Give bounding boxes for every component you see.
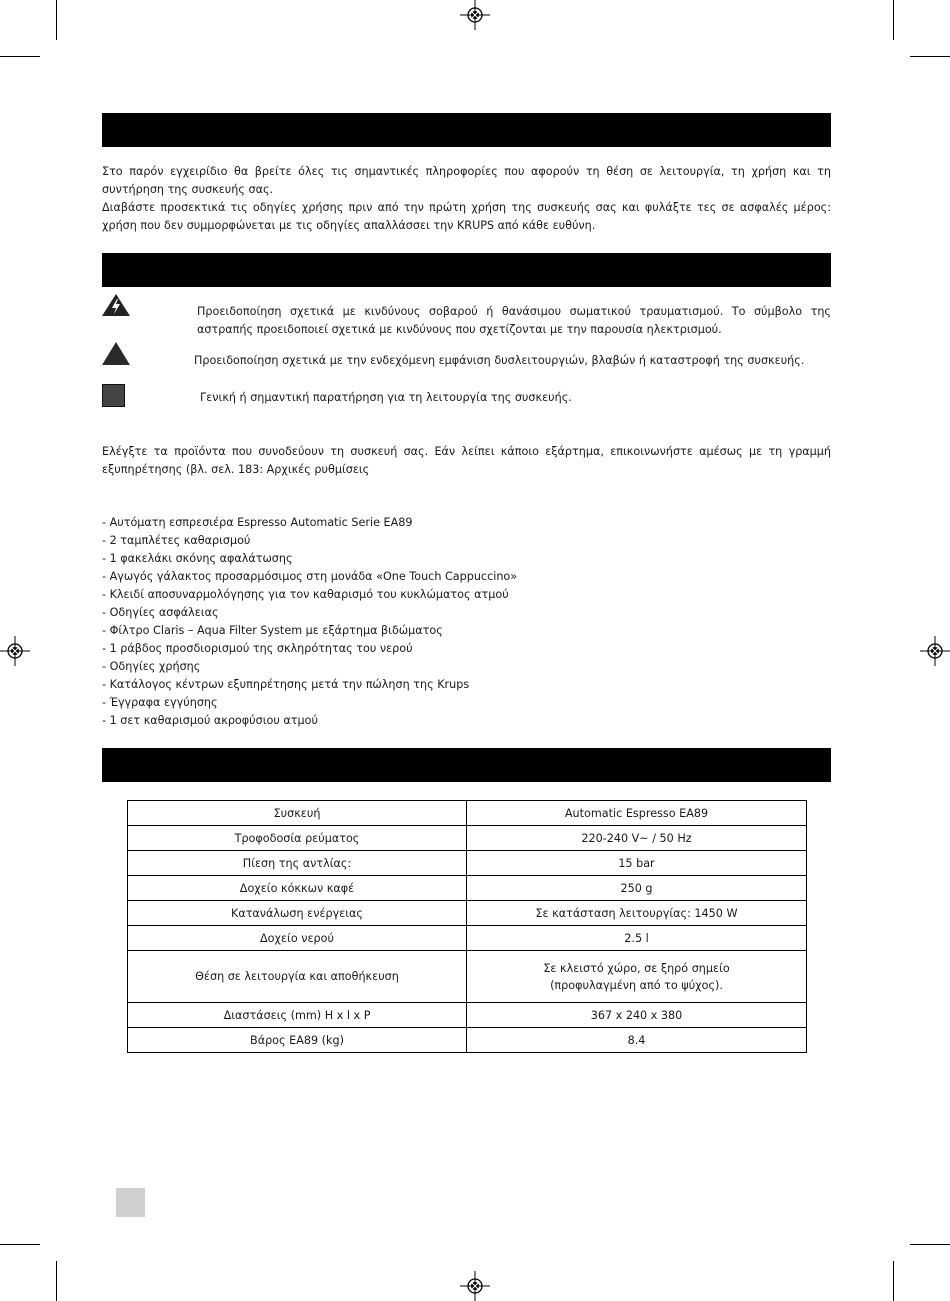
registration-mark-icon — [0, 636, 30, 666]
spec-value-line: (προφυλαγμένη από το ψύχος). — [550, 978, 723, 992]
list-item: - Κλειδί αποσυναρμολόγησης για τον καθαρισμό του κυκλώματος ατμού — [102, 588, 509, 601]
spec-value-line: Σε κλειστό χώρο, σε ξηρό σημείο — [543, 961, 730, 975]
spec-value — [467, 951, 807, 1003]
table-row — [128, 851, 807, 876]
spec-value: Automatic Espresso EA89 — [467, 801, 807, 826]
crop-mark — [0, 1244, 40, 1245]
warning-triangle-icon — [101, 341, 131, 366]
spec-value: 250 g — [467, 876, 807, 901]
spec-value: 367 x 240 x 380 — [467, 1003, 807, 1028]
list-item: - Οδηγίες ασφάλειας — [102, 606, 219, 619]
symbol-description: Προειδοποίηση σχετικά με κινδύνους σοβαρού ή θανάσιμου σωματικού τραυματισμού. Το σύμβολο της αστραπής προειδοποιεί σχετικά με κινδύνους που σχετίζονται με την παρουσία ηλεκτρισμού. — [197, 305, 831, 336]
table-row — [128, 951, 807, 1003]
table-row — [128, 876, 807, 901]
spec-value: 8.4 — [467, 1028, 807, 1053]
spec-label: Κατανάλωση ενέργειας — [128, 901, 467, 926]
spec-label: Δοχείο κόκκων καφέ — [128, 876, 467, 901]
table-row — [128, 1028, 807, 1053]
spec-label: Βάρος EA89 (kg) — [128, 1028, 467, 1053]
registration-mark-icon — [460, 1271, 490, 1301]
section-header-bar — [102, 253, 831, 287]
list-item: - 1 φακελάκι σκόνης αφαλάτωσης — [102, 552, 293, 565]
crop-mark — [56, 1261, 57, 1301]
crop-mark — [893, 0, 894, 40]
section-header-bar — [102, 113, 831, 147]
list-item: - Έγγραφα εγγύησης — [102, 696, 218, 709]
list-item: - Οδηγίες χρήσης — [102, 660, 201, 673]
spec-label: Πίεση της αντλίας: — [128, 851, 467, 876]
table-row — [128, 901, 807, 926]
crop-mark — [893, 1261, 894, 1301]
spec-label: Θέση σε λειτουργία και αποθήκευση — [128, 951, 467, 1003]
page-number-box — [116, 1188, 145, 1217]
list-item: - 2 ταμπλέτες καθαρισμού — [102, 534, 251, 547]
intro-paragraph: Στο παρόν εγχειρίδιο θα βρείτε όλες τις σημαντικές πληροφορίες που αφορούν τη θέση σε λειτουργία, τη χρήση και τη συντήρηση της συσκευής σας. — [102, 165, 831, 196]
contents-intro: Ελέγξτε τα προϊόντα που συνοδεύουν τη συσκευή σας. Εάν λείπει κάποιο εξάρτημα, επικοινωνήστε αμέσως με τη γραμμή εξυπηρέτησης (βλ. σελ. 183: Αρχικές ρυθμίσεις — [102, 445, 831, 476]
crop-mark — [910, 1244, 950, 1245]
intro-text — [102, 163, 831, 235]
section-header-bar — [102, 748, 831, 782]
crop-mark — [0, 56, 40, 57]
spec-label: Διαστάσεις (mm) H x l x P — [128, 1003, 467, 1028]
crop-mark — [910, 56, 950, 57]
lightning-warning-icon — [101, 293, 131, 317]
spec-value: Σε κατάσταση λειτουργίας: 1450 W — [467, 901, 807, 926]
intro-paragraph: Διαβάστε προσεκτικά τις οδηγίες χρήσης πριν από την πρώτη χρήση της συσκευής σας και φυλάξτε τες σε ασφαλές μέρος: χρήση που δεν συμμορφώνεται με τις οδηγίες απαλλάσσει την KRUPS από κάθε ευθύνη. — [102, 201, 831, 232]
table-row — [128, 826, 807, 851]
list-item: - 1 σετ καθαρισμού ακροφύσιου ατμού — [102, 714, 318, 727]
spec-value: 2.5 l — [467, 926, 807, 951]
list-item: - Φίλτρο Claris – Aqua Filter System με εξάρτημα βιδώματος — [102, 624, 443, 637]
registration-mark-icon — [460, 0, 490, 30]
spec-value: 15 bar — [467, 851, 807, 876]
table-row — [128, 1003, 807, 1028]
spec-value: 220-240 V~ / 50 Hz — [467, 826, 807, 851]
symbol-description: Γενική ή σημαντική παρατήρηση για τη λειτουργία της συσκευής. — [200, 391, 572, 404]
list-item: - Αγωγός γάλακτος προσαρμόσιμος στη μονάδα «One Touch Cappuccino» — [102, 570, 518, 583]
square-note-icon — [102, 384, 125, 407]
list-item: - Κατάλογος κέντρων εξυπηρέτησης μετά την πώληση της Krups — [102, 678, 470, 691]
spec-label: Τροφοδοσία ρεύματος — [128, 826, 467, 851]
spec-label: Δοχείο νερού — [128, 926, 467, 951]
contents-list — [102, 514, 831, 730]
registration-mark-icon — [920, 636, 950, 666]
table-row — [128, 801, 807, 826]
table-row — [128, 926, 807, 951]
spec-label: Συσκευή — [128, 801, 467, 826]
list-item: - Αυτόματη εσπρεσιέρα Espresso Automatic Serie EA89 — [102, 516, 413, 529]
symbol-description: Προειδοποίηση σχετικά με την ενδεχόμενη εμφάνιση δυσλειτουργιών, βλαβών ή καταστροφή της συσκευής. — [194, 354, 805, 367]
list-item: - 1 ράβδος προσδιορισμού της σκληρότητας του νερού — [102, 642, 413, 655]
specifications-table — [127, 800, 807, 1053]
crop-mark — [56, 0, 57, 40]
